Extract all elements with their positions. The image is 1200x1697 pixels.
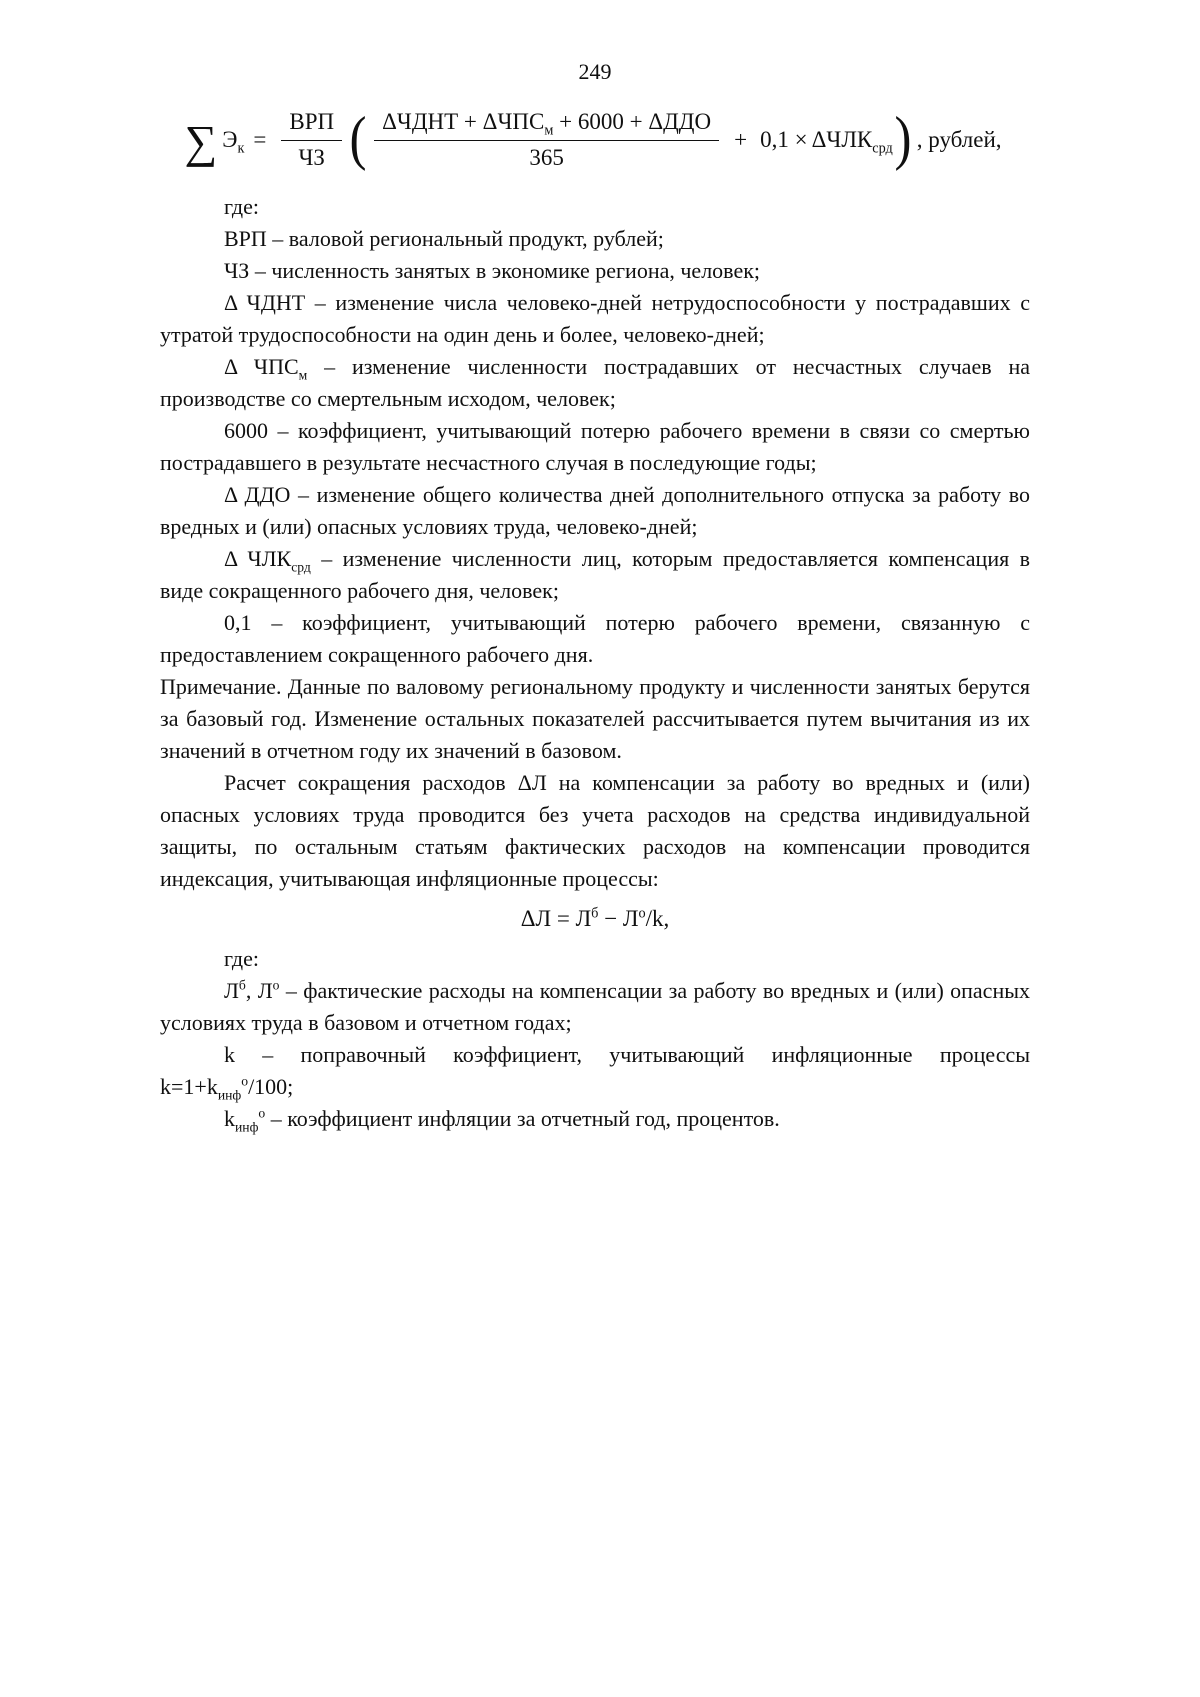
sum-symbol: ∑ <box>184 116 218 168</box>
right-parenthesis: ) <box>894 104 912 171</box>
term-base: ΔЧЛК <box>811 126 873 152</box>
paragraph-chlk <box>160 543 1030 607</box>
text-segment: – коэффициент инфляции за отчетный год, процентов. <box>265 1105 780 1131</box>
superscript: о <box>258 1105 266 1121</box>
paragraph-gde: где: <box>224 193 259 219</box>
formula-lhs <box>222 126 244 155</box>
formula-economic-effect <box>160 104 1030 173</box>
paragraph-ddo: Δ ДДО – изменение общего количества дней дополнительного отпуска за работу во вредных и (или) опасных условиях труда, человеко-дней; <box>160 481 1030 539</box>
fraction-numerator <box>374 108 719 141</box>
paragraph-chdnt: Δ ЧДНТ – изменение числа человеко-дней нетрудоспособности у пострадавших с утратой трудоспособности на один день и более, человеко-дней; <box>160 289 1030 347</box>
superscript: о <box>272 977 280 993</box>
inner-terms-b: + 6000 + ΔДДО <box>553 109 712 134</box>
text-segment: k – поправочный коэффициент, учитывающий инфляционные процессы k=1+k <box>160 1041 1030 1099</box>
paragraph-raschet: Расчет сокращения расходов ΔЛ на компенсации за работу во вредных и (или) опасных условиях труда проводится без учета расходов на средства индивидуальной защиты, по остальным статьям фактических расходов на компенсации проводится индексация, учитывающая инфляционные процессы: <box>160 769 1030 891</box>
text-segment: – фактические расходы на компенсации за работу во вредных и (или) опасных условиях труда в базовом и отчетном годах; <box>160 977 1031 1035</box>
inner-terms-a: ΔЧДНТ + ΔЧПС <box>382 109 545 134</box>
text-segment: /k, <box>645 905 670 931</box>
text-segment: , Л <box>245 977 273 1003</box>
subscript: инф <box>235 1118 259 1134</box>
subscript: срд <box>872 140 893 157</box>
paragraph-6000: 6000 – коэффициент, учитывающий потерю рабочего времени в связи со смертью пострадавшего в результате несчастного случая в последующие годы; <box>160 417 1030 475</box>
coefficient: 0,1 × <box>760 126 808 152</box>
paragraph-lb <box>160 975 1030 1039</box>
plus-sign: + <box>734 126 748 152</box>
subscript: м <box>544 122 554 139</box>
fraction-denominator: 365 <box>529 144 564 170</box>
paragraph-gde2: где: <box>224 945 259 971</box>
fraction-numerator: ВРП <box>281 108 342 141</box>
paragraph-vrp: ВРП – валовой региональный продукт, рублей; <box>224 225 664 251</box>
fraction-inner <box>374 108 719 173</box>
superscript: б <box>591 904 599 921</box>
equals-sign: = <box>253 126 267 152</box>
paragraph-chz: ЧЗ – численность занятых в экономике региона, человек; <box>224 257 761 283</box>
formula-tail: , рублей, <box>916 126 1002 152</box>
text-segment: − Л <box>598 905 639 931</box>
fraction-vrp-chz <box>281 108 342 173</box>
page-number: 249 <box>578 59 612 84</box>
text-segment: ΔЛ = Л <box>520 905 592 931</box>
fraction-denominator: ЧЗ <box>298 144 325 170</box>
superscript: о <box>638 904 646 921</box>
subscript: к <box>237 140 245 157</box>
formula-term-chlk <box>812 126 893 155</box>
subscript: м <box>298 366 308 382</box>
paragraph-01: 0,1 – коэффициент, учитывающий потерю рабочего времени, связанную с предоставлением сокращенного рабочего дня. <box>160 609 1030 667</box>
paragraph-note: Примечание. Данные по валовому региональному продукту и численности занятых берутся за базовый год. Изменение остальных показателей рассчитывается путем вычитания из их значений в отчетном году их значений в базовом. <box>160 673 1030 763</box>
text-segment: – изменение численности лиц, которым предоставляется компенсация в виде сокращенного рабочего дня, человек; <box>160 545 1031 603</box>
superscript: о <box>241 1073 249 1089</box>
text-segment: Δ ЧЛК <box>224 545 292 571</box>
left-parenthesis: ( <box>349 104 367 171</box>
formula-delta-l <box>160 903 1030 935</box>
text-segment: Δ ЧПС <box>224 353 299 379</box>
text-segment: – изменение численности пострадавших от несчастных случаев на производстве со смертельным исходом, человек; <box>160 353 1030 411</box>
text-segment: k <box>224 1105 235 1131</box>
text-segment: /100; <box>248 1073 294 1099</box>
paragraph-kinf <box>160 1103 1030 1135</box>
superscript: б <box>238 977 246 993</box>
subscript: инф <box>217 1086 242 1102</box>
text-segment: Л <box>224 977 239 1003</box>
subscript: срд <box>291 558 311 574</box>
paragraph-chps <box>160 351 1030 415</box>
formula-lhs-base: Э <box>222 126 238 152</box>
paragraph-k <box>160 1039 1030 1103</box>
